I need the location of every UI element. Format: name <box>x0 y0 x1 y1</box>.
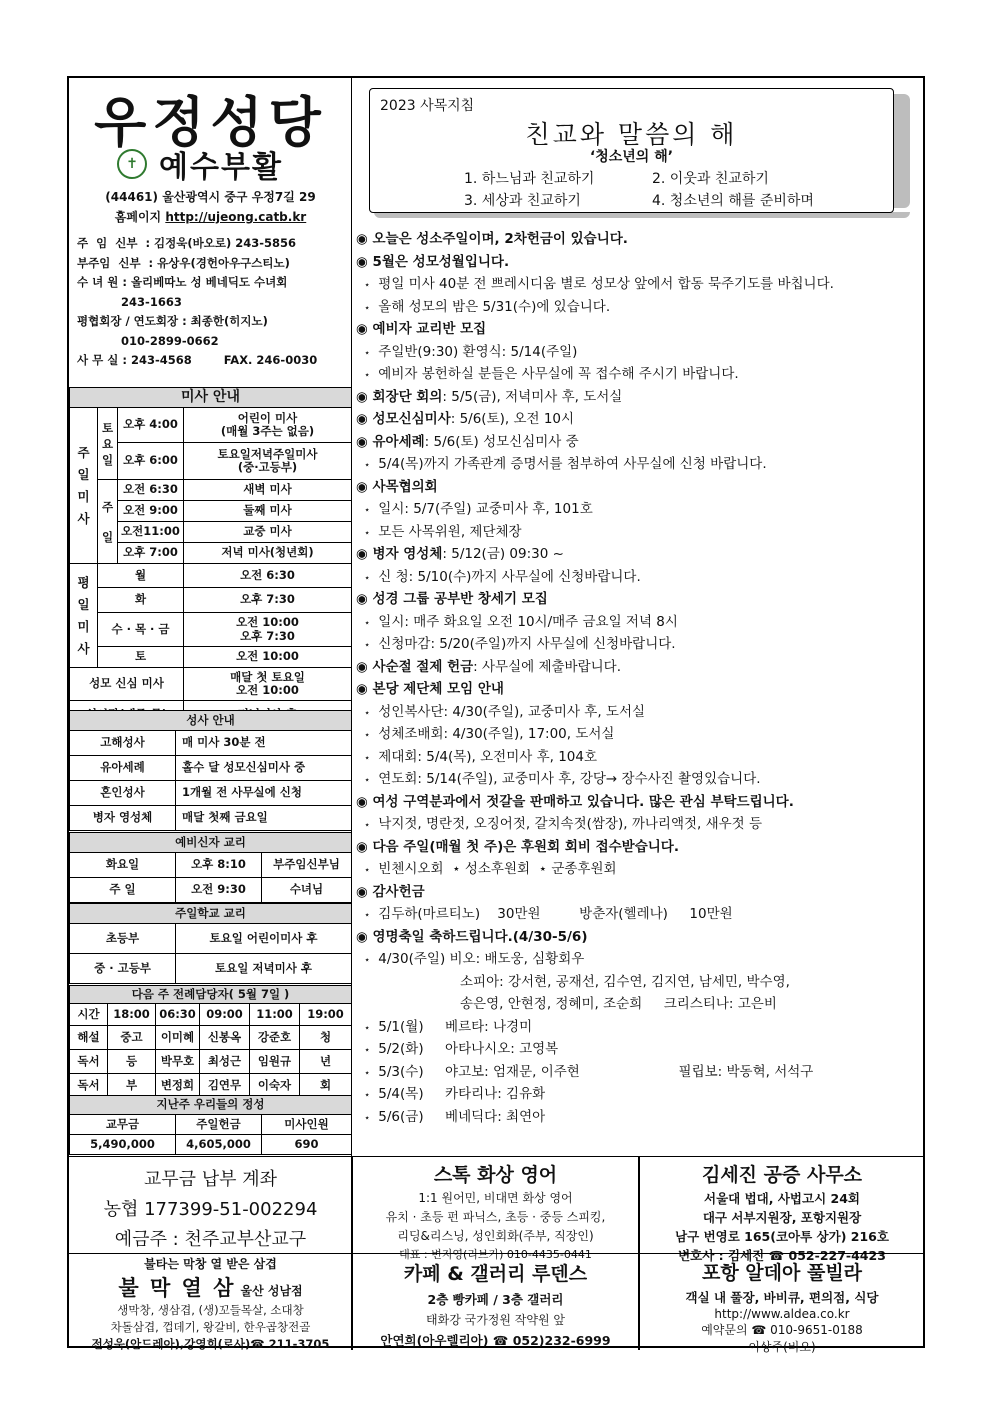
duty-cell: 임원규 <box>250 1050 300 1074</box>
school-time: 토요일 저녁미사 후 <box>176 954 352 984</box>
notice-heading <box>356 836 922 859</box>
notice-line <box>356 341 922 364</box>
notice-detail: : 5/6(토), 오전 10시 <box>450 411 575 427</box>
duty-time-label: 시간 <box>70 1004 108 1026</box>
weekday-day: 화 <box>98 588 184 613</box>
offering-stats-table <box>69 1095 352 1155</box>
cafe-line: 2층 빵카페 / 3층 갤러리 <box>427 1292 564 1307</box>
weekday-time: 오전 10:00 <box>184 647 352 668</box>
extra-mass-name: 성모 신심 미사 <box>70 668 184 701</box>
star-bullet-icon: ⋆ <box>364 752 371 764</box>
notice-heading <box>356 588 922 611</box>
notice-text: 일시: 매주 화요일 오전 10시/매주 금요일 저녁 8시 <box>378 613 678 630</box>
notice-line <box>356 993 922 1016</box>
duty-cell: 변정희 <box>156 1074 200 1098</box>
sunday-label: 주 일 <box>98 480 118 564</box>
notice-text: 송은영, 안현정, 정혜미, 조순희 크리스티나: 고은비 <box>460 996 777 1012</box>
notice-text: 5/1(월) 베르타: 나경미 <box>378 1018 533 1035</box>
notice-title: 성모신심미사 <box>372 411 451 427</box>
villa-reservation: 예약문의 ☎ 010-9651-0188 <box>701 1323 863 1337</box>
bullet-circle-icon: ◉ <box>356 253 373 270</box>
ad-english <box>352 1156 639 1261</box>
catechumen-day: 주 일 <box>70 878 176 903</box>
staff-line: 사 무 실 : 243-4568 FAX. 246-0030 <box>77 353 318 367</box>
duty-cell: 이숙자 <box>250 1074 300 1098</box>
ad-bbq <box>69 1253 352 1351</box>
duty-role: 독서 <box>70 1050 108 1074</box>
staff-line: 부주임 신부 : 유상우(경헌아우구스티노) <box>77 255 290 270</box>
notice-title: 오늘은 성소주일이며, 2차헌금이 있습니다. <box>372 231 628 247</box>
mass-name: 둘째 미사 <box>184 501 352 522</box>
notice-heading <box>356 678 922 701</box>
duty-time: 09:00 <box>200 1004 250 1026</box>
notice-title: 감사헌금 <box>372 883 425 900</box>
star-bullet-icon: ⋆ <box>364 1045 371 1056</box>
ad-cafe <box>352 1253 639 1348</box>
duty-cell: 청 <box>300 1026 352 1050</box>
notice-heading <box>356 543 922 566</box>
right-column <box>352 78 925 1156</box>
pledge-sub: ‘청소년의 해’ <box>589 149 674 165</box>
notice-title: 병자 영성체 <box>372 546 443 562</box>
school-group: 초등부 <box>70 924 176 954</box>
notice-line <box>356 723 922 746</box>
mass-time: 오후 4:00 <box>118 408 184 443</box>
bank-account: 농협 177399-51-002294 <box>103 1199 318 1220</box>
notice-line <box>356 1106 922 1129</box>
notice-detail: : 5/12(금) 09:30 ~ <box>442 546 564 562</box>
duty-cell: 신봉옥 <box>200 1026 250 1050</box>
bbq-contact: 전성욱(안드레아),강영희(로사)☎ 211-3705 <box>91 1337 330 1351</box>
duty-cell: 회 <box>300 1074 352 1098</box>
stats-value: 5,490,000 <box>70 1135 176 1155</box>
notice-text: 연도회: 5/14(주일), 교중미사 후, 강당→ 장수사진 촬영있습니다. <box>378 771 761 787</box>
bullet-circle-icon: ◉ <box>356 883 373 900</box>
villa-owner: 이상주(비오) <box>748 1340 816 1354</box>
star-bullet-icon: ⋆ <box>364 572 371 584</box>
duty-cell: 이미혜 <box>156 1026 200 1050</box>
extra-mass-time: 매달 첫 토요일 오전 10:00 <box>184 668 352 701</box>
mass-time: 오후 7:00 <box>118 543 184 564</box>
notice-line <box>356 1038 922 1061</box>
star-bullet-icon: ⋆ <box>364 1022 371 1034</box>
weekday-time: 오전 6:30 <box>184 564 352 588</box>
star-bullet-icon: ⋆ <box>364 820 371 831</box>
notice-text: 모든 사목위원, 제단체장 <box>378 523 522 540</box>
villa-url[interactable]: http://www.aldea.co.kr <box>714 1307 850 1321</box>
notice-line <box>356 1083 922 1106</box>
sacrament-value: 1개월 전 사무실에 신청 <box>176 781 352 806</box>
notice-text: 제대회: 5/4(목), 오전미사 후, 104호 <box>378 748 598 765</box>
english-title: 스톡 화상 영어 <box>433 1164 558 1186</box>
star-bullet-icon: ⋆ <box>364 527 371 539</box>
notice-heading <box>356 386 922 409</box>
star-bullet-icon: ⋆ <box>364 1090 371 1101</box>
bullet-circle-icon: ◉ <box>356 478 373 495</box>
notice-text: 4/30(주일) 비오: 배도웅, 심황회우 <box>378 951 585 967</box>
notice-text: 김두하(마르티노) 30만원 방춘자(헬레나) 10만원 <box>378 906 733 922</box>
notice-line <box>356 813 922 836</box>
duty-cell: 최성근 <box>200 1050 250 1074</box>
notice-heading <box>356 926 922 949</box>
duty-cell: 박무호 <box>156 1050 200 1074</box>
bank-holder: 예금주 : 천주교부산교구 <box>114 1229 307 1250</box>
ad-law <box>639 1156 925 1263</box>
sacrament-name: 유아세례 <box>70 756 176 781</box>
mass-time: 오전 9:00 <box>118 501 184 522</box>
stats-label: 교무금 <box>70 1115 176 1135</box>
parish-seal-icon: ✝ <box>117 149 147 179</box>
sacrament-name: 혼인성사 <box>70 781 176 806</box>
stats-value: 4,605,000 <box>176 1135 262 1155</box>
notice-line <box>356 363 922 386</box>
english-contact: 대표 : 변지영(리브가) 010-4435-0441 <box>399 1248 592 1261</box>
sacrament-table <box>69 710 352 831</box>
saturday-label: 토 요 일 <box>98 408 118 480</box>
notice-line <box>356 701 922 724</box>
duty-time: 19:00 <box>300 1004 352 1026</box>
notice-line <box>356 498 922 521</box>
bullet-circle-icon: ◉ <box>356 591 373 607</box>
bullet-circle-icon: ◉ <box>356 388 373 405</box>
stats-label: 미사인원 <box>262 1115 352 1135</box>
notice-text: 평일 미사 40분 전 쁘레시디움 별로 성모상 앞에서 합동 묵주기도를 바칩니다. <box>378 276 834 292</box>
left-column <box>69 78 352 1156</box>
star-bullet-icon: ⋆ <box>364 370 371 381</box>
bullet-circle-icon: ◉ <box>356 546 373 562</box>
english-line: 유치 · 초등 펀 파닉스, 초등 · 중등 스피킹, <box>385 1210 606 1224</box>
duty-role: 독서 <box>70 1074 108 1098</box>
pledge-goal: 2. 이웃과 친교하기 <box>652 171 769 187</box>
notice-text: 낙지젓, 명란젓, 오징어젓, 갈치속젓(쌈장), 까나리액젓, 새우젓 등 <box>378 816 763 832</box>
bbq-branch: 울산 성남점 <box>240 1284 303 1298</box>
bbq-title: 불 막 열 삼 <box>118 1276 236 1300</box>
weekday-time: 오전 10:00 오후 7:30 <box>184 613 352 647</box>
bbq-line: 차돌삼겹, 껍데기, 왕갈비, 한우곱창전골 <box>110 1320 311 1334</box>
parish-title: 우정성당 <box>94 91 327 154</box>
sacrament-heading: 성사 안내 <box>70 711 352 731</box>
catechumen-time: 오전 9:30 <box>176 878 262 903</box>
villa-line: 객실 내 풀장, 바비큐, 편의점, 식당 <box>685 1290 879 1305</box>
duty-cell: 부 <box>108 1074 156 1098</box>
star-bullet-icon: ⋆ <box>364 640 371 651</box>
sacrament-name: 고해성사 <box>70 731 176 756</box>
pledge-main: 친교와 말씀의 해 <box>525 120 738 149</box>
homepage-link[interactable]: http://ujeong.catb.kr <box>165 210 307 224</box>
notice-text: 5/4(목) 카타리나: 김유화 <box>378 1086 546 1102</box>
staff-line: 주 임 신부 : 김정욱(바오로) 243-5856 <box>77 236 297 250</box>
bullet-circle-icon: ◉ <box>356 658 373 675</box>
villa-title: 포항 알데아 풀빌라 <box>701 1262 863 1284</box>
notice-text: 5/2(화) 아타나시오: 고영복 <box>378 1041 559 1057</box>
notice-title: 영명축일 축하드립니다.(4/30-5/6) <box>372 928 588 945</box>
notice-title: 성경 그룹 공부반 창세기 모집 <box>372 591 548 607</box>
mass-time: 오전 6:30 <box>118 480 184 501</box>
weekday-time: 오후 7:30 <box>184 588 352 613</box>
duty-cell: 강준호 <box>250 1026 300 1050</box>
notice-detail: : 사무실에 제출바랍니다. <box>473 658 622 675</box>
notice-title: 회장단 회의 <box>372 388 443 405</box>
notice-text: 신 청: 5/10(수)까지 사무실에 신청바랍니다. <box>378 568 641 585</box>
notice-line <box>356 858 922 881</box>
notice-line <box>356 296 922 319</box>
star-bullet-icon: ⋆ <box>364 505 371 516</box>
notice-title: 사목협의회 <box>372 478 438 495</box>
law-line: 대구 서부지원장, 포항지원장 <box>702 1210 862 1225</box>
law-line: 남구 번영로 165(코아투 상가) 216호 <box>675 1229 889 1244</box>
stats-value: 690 <box>262 1135 352 1155</box>
notice-line <box>356 521 922 544</box>
school-heading: 주일학교 교리 <box>70 904 352 924</box>
notice-heading <box>356 408 922 431</box>
bullet-circle-icon: ◉ <box>356 681 373 697</box>
pastoral-pledge-box <box>369 88 894 213</box>
catechumen-table <box>69 832 352 903</box>
staff-line: 평협회장 / 연도회장 : 최종한(히지노) <box>77 314 268 328</box>
mass-name: 토요일저녁주일미사 (중·고등부) <box>184 443 352 480</box>
notice-line <box>356 453 922 476</box>
notice-line <box>356 768 922 791</box>
notice-text: 5/4(목)까지 가족관계 증명서를 첨부하여 사무실에 신청 바랍니다. <box>378 456 767 472</box>
pledge-shadow <box>893 94 910 208</box>
staff-line: 243-1663 <box>77 294 182 309</box>
sunday-school-table <box>69 903 352 984</box>
notice-text: 소피아: 강서현, 공재선, 김수연, 김지연, 남세민, 박수영, <box>460 973 790 990</box>
mass-time: 오전11:00 <box>118 522 184 543</box>
duty-cell: 등 <box>108 1050 156 1074</box>
bullet-circle-icon: ◉ <box>356 433 373 450</box>
notice-line <box>356 273 922 296</box>
notice-line <box>356 633 922 656</box>
mass-name: 어린이 미사 (매월 3주는 없음) <box>184 408 352 443</box>
school-group: 중 · 고등부 <box>70 954 176 984</box>
star-bullet-icon: ⋆ <box>364 775 371 786</box>
notice-line <box>356 971 922 994</box>
sacrament-value: 매 미사 30분 전 <box>176 731 352 756</box>
cafe-contact: 안연희(아우렐리아) ☎ 052)232-6999 <box>380 1333 611 1348</box>
pledge-goal: 4. 청소년의 해를 준비하며 <box>652 193 814 209</box>
duty-time: 18:00 <box>108 1004 156 1026</box>
notice-detail: : 5/5(금), 저녁미사 후, 도서실 <box>442 388 623 405</box>
notice-line <box>356 566 922 589</box>
homepage-label: 홈페이지 <box>114 210 162 224</box>
notice-heading <box>356 656 922 679</box>
pledge-goal: 3. 세상과 친교하기 <box>464 193 581 209</box>
star-bullet-icon: ⋆ <box>364 617 371 629</box>
mass-name: 저녁 미사(청년회) <box>184 543 352 564</box>
star-bullet-icon: ⋆ <box>364 1112 371 1124</box>
catechumen-time: 오후 8:10 <box>176 853 262 878</box>
sacrament-value: 홀수 달 성모신심미사 중 <box>176 756 352 781</box>
notice-heading <box>356 476 922 499</box>
notice-heading <box>356 251 922 274</box>
notice-title: 5월은 성모성월입니다. <box>372 253 510 270</box>
mass-time: 오후 6:00 <box>118 443 184 480</box>
notice-title: 본당 제단체 모임 안내 <box>372 681 504 697</box>
bullet-circle-icon: ◉ <box>356 321 373 337</box>
notice-text: 일시: 5/7(주일) 교중미사 후, 101호 <box>378 501 593 517</box>
notice-heading <box>356 791 922 814</box>
notice-line <box>356 903 922 926</box>
bullet-circle-icon: ◉ <box>356 928 373 945</box>
law-contact: 변호사 : 김세진 ☎ 052-227-4423 <box>678 1248 886 1263</box>
cafe-title: 카페 & 갤러리 루덴스 <box>403 1263 588 1285</box>
star-bullet-icon: ⋆ <box>364 910 371 921</box>
staff-line: 010-2899-0662 <box>77 333 219 348</box>
notice-title: 예비자 교리반 모집 <box>372 321 487 337</box>
weekday-day: 월 <box>98 564 184 588</box>
weekday-day: 토 <box>98 647 184 668</box>
law-title: 김세진 공증 사무소 <box>701 1164 863 1186</box>
bullet-circle-icon: ◉ <box>356 411 373 427</box>
bbq-slogan: 불타는 막창 열 받은 삼겹 <box>144 1257 277 1271</box>
staff-line: 수 녀 원 : 올리베따노 성 베네딕도 수녀회 <box>77 275 288 289</box>
notice-title: 여성 구역분과에서 젓갈을 판매하고 있습니다. 많은 관심 부탁드립니다. <box>372 793 794 810</box>
bank-title: 교무금 납부 계좌 <box>143 1169 278 1190</box>
mass-name: 새벽 미사 <box>184 480 352 501</box>
notice-title: 다음 주일(매월 첫 주)은 후원회 회비 접수받습니다. <box>372 838 679 855</box>
notice-line <box>356 1016 922 1039</box>
notice-line <box>356 611 922 634</box>
english-line: 리딩&리스닝, 성인회화(주부, 직장인) <box>397 1229 594 1243</box>
pledge-goal: 1. 하느님과 친교하기 <box>464 171 595 187</box>
ad-bank <box>69 1156 352 1253</box>
catechumen-teacher: 수녀님 <box>262 878 352 903</box>
mass-name: 교중 미사 <box>184 522 352 543</box>
notice-text: 예비자 봉헌하실 분들은 사무실에 꼭 접수해 주시기 바랍니다. <box>378 366 739 382</box>
notice-text: 빈첸시오회 ⋆ 성소후원회 ⋆ 군종후원회 <box>378 861 617 877</box>
bullet-circle-icon: ◉ <box>356 231 373 247</box>
english-line: 1:1 원어민, 비대면 화상 영어 <box>418 1191 573 1205</box>
notice-heading <box>356 881 922 904</box>
notice-line <box>356 746 922 769</box>
star-bullet-icon: ⋆ <box>364 707 371 719</box>
liturgy-duty-table <box>69 985 352 1098</box>
star-bullet-icon: ⋆ <box>364 865 371 876</box>
notice-line <box>356 1061 922 1084</box>
catechumen-teacher: 부주임신부님 <box>262 853 352 878</box>
homepage-line <box>69 208 352 225</box>
school-time: 토요일 어린이미사 후 <box>176 924 352 954</box>
star-bullet-icon: ⋆ <box>364 347 371 359</box>
notices-list <box>356 228 922 1128</box>
stats-label: 주일헌금 <box>176 1115 262 1135</box>
notice-detail: : 5/6(토) 성모신심미사 중 <box>424 433 579 450</box>
ad-divider <box>638 1156 640 1350</box>
star-bullet-icon: ⋆ <box>364 955 371 966</box>
duty-role: 해설 <box>70 1026 108 1050</box>
star-bullet-icon: ⋆ <box>364 302 371 314</box>
pledge-year: 2023 사목지침 <box>380 98 475 114</box>
notice-title: 사순절 절제 헌금 <box>372 658 474 675</box>
star-bullet-icon: ⋆ <box>364 730 371 741</box>
notice-text: 5/6(금) 베네딕다: 최연아 <box>378 1108 546 1125</box>
bullet-circle-icon: ◉ <box>356 793 373 810</box>
notice-text: 5/3(수) 야고보: 엄재문, 이주현 필립보: 박동혁, 서석구 <box>378 1063 814 1080</box>
sunday-mass-label: 주 일 미 사 <box>70 408 98 564</box>
weekday-day: 수 · 목 · 금 <box>98 613 184 647</box>
sacrament-name: 병자 영성체 <box>70 806 176 831</box>
notice-text: 성인복사단: 4/30(주일), 교중미사 후, 도서실 <box>378 703 646 720</box>
sacrament-value: 매달 첫째 금요일 <box>176 806 352 831</box>
ad-divider <box>351 1156 353 1350</box>
duty-heading: 다음 주 전례담당자( 5월 7일 ) <box>70 986 352 1004</box>
law-line: 서울대 법대, 사법고시 24회 <box>704 1191 860 1206</box>
notice-text: 주일반(9:30) 환영식: 5/14(주일) <box>378 343 578 360</box>
notice-line <box>356 948 922 971</box>
star-bullet-icon: ⋆ <box>364 460 371 471</box>
mass-table <box>69 387 352 729</box>
cafe-line: 태화강 국가정원 작약원 앞 <box>426 1313 565 1327</box>
notice-heading <box>356 228 922 251</box>
weekday-mass-label: 평 일 미 사 <box>70 564 98 668</box>
staff-list <box>77 234 347 371</box>
duty-cell: 김연무 <box>200 1074 250 1098</box>
bullet-circle-icon: ◉ <box>356 838 373 855</box>
notice-text: 성체조배회: 4/30(주일), 17:00, 도서실 <box>378 726 615 742</box>
duty-time: 06:30 <box>156 1004 200 1026</box>
notice-heading <box>356 431 922 454</box>
subtitle-block <box>117 144 317 184</box>
catechumen-day: 화요일 <box>70 853 176 878</box>
notice-heading <box>356 318 922 341</box>
address: (44461) 울산광역시 중구 우정7길 29 <box>105 190 316 204</box>
catechumen-heading: 예비신자 교리 <box>70 833 352 853</box>
notice-text: 신청마감: 5/20(주일)까지 사무실에 신청바랍니다. <box>378 636 676 652</box>
star-bullet-icon: ⋆ <box>364 280 371 291</box>
duty-time: 11:00 <box>250 1004 300 1026</box>
duty-cell: 중고 <box>108 1026 156 1050</box>
mass-heading: 미사 안내 <box>70 388 352 408</box>
notice-title: 유아세례 <box>372 433 425 450</box>
notice-text: 올해 성모의 밤은 5/31(수)에 있습니다. <box>378 298 611 315</box>
subtitle-text: 예수부활 <box>159 150 283 185</box>
duty-cell: 년 <box>300 1050 352 1074</box>
bulletin-sheet <box>67 76 925 1354</box>
star-bullet-icon: ⋆ <box>364 1067 371 1079</box>
stats-heading: 지난주 우리들의 정성 <box>70 1096 352 1115</box>
bbq-line: 생막창, 생삼겹, (생)꼬들목살, 소대창 <box>117 1303 304 1317</box>
ad-villa <box>639 1253 925 1354</box>
